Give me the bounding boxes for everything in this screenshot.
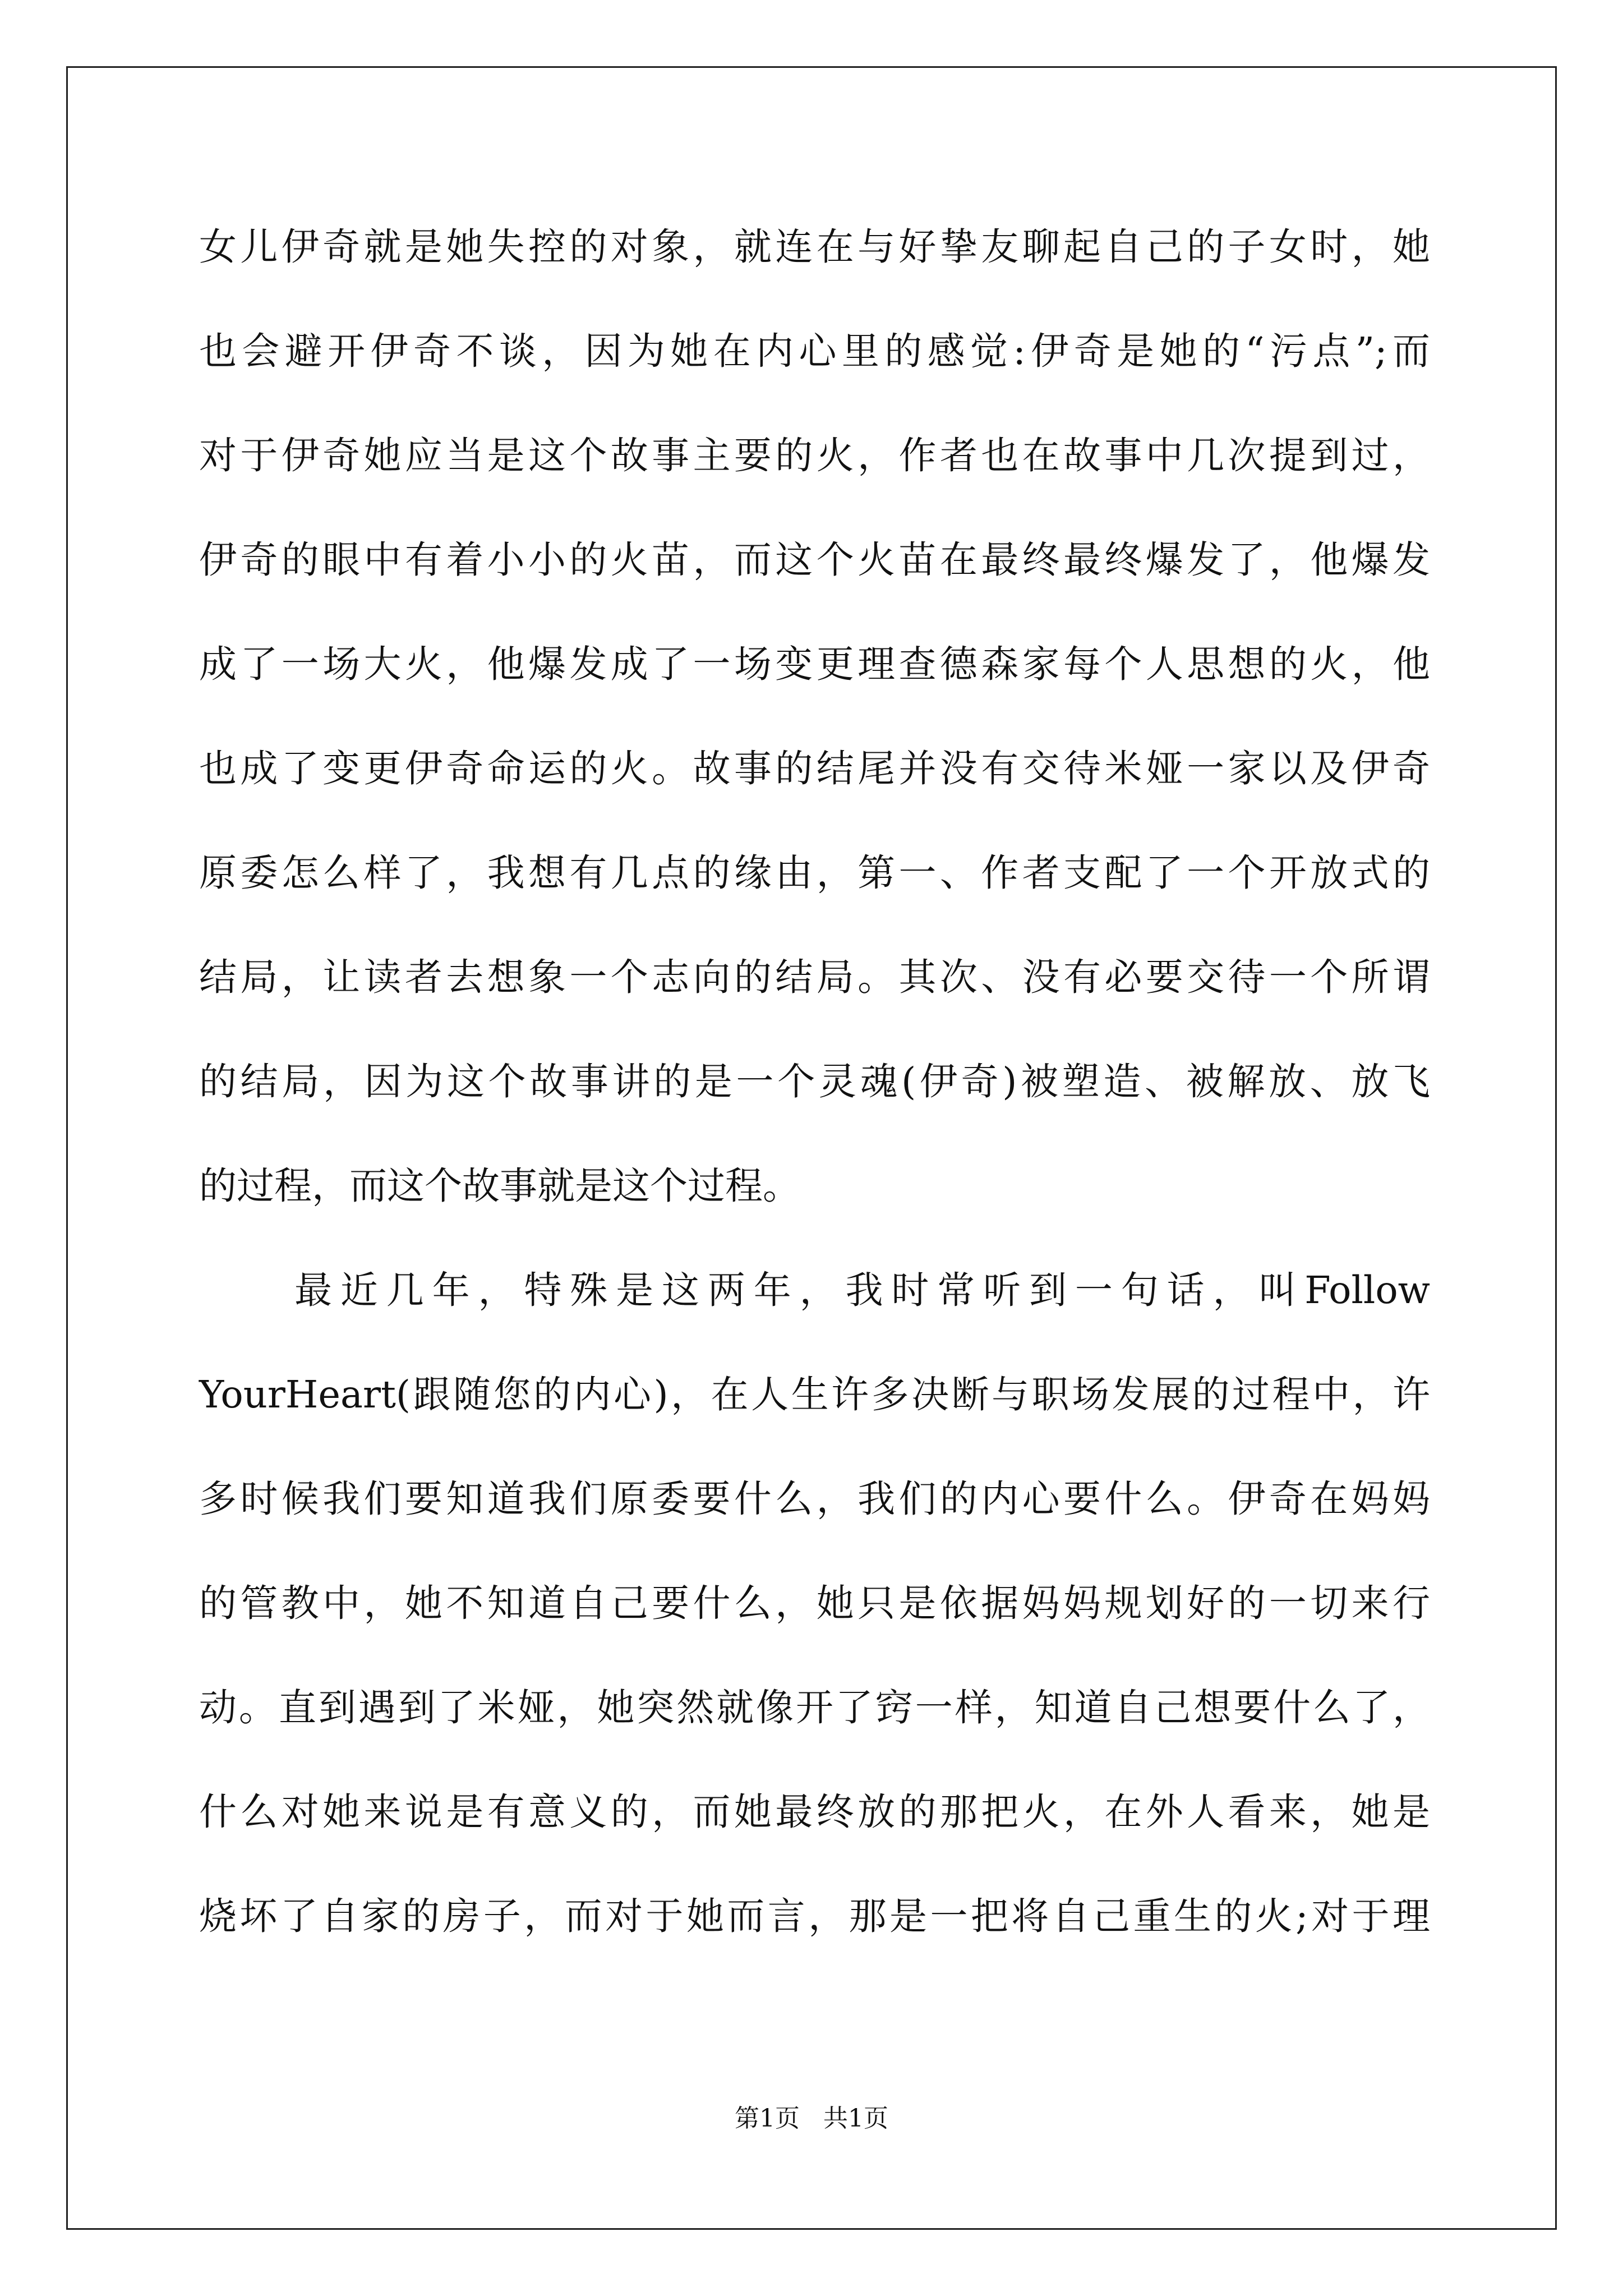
text-line: 原委怎么样了，我想有几点的缘由，第一、作者支配了一个开放式的 [199, 851, 1430, 895]
text-line: 女儿伊奇就是她失控的对象，就连在与好挚友聊起自己的子女时，她 [199, 225, 1430, 269]
text-line: YourHeart(跟随您的内心)，在人生许多决断与职场发展的过程中，许 [199, 1373, 1430, 1416]
text-line: 多时候我们要知道我们原委要什么，我们的内心要什么。伊奇在妈妈 [199, 1477, 1430, 1521]
text-line: 也会避开伊奇不谈，因为她在内心里的感觉:伊奇是她的“污点”;而 [199, 329, 1430, 373]
text-line: 的结局，因为这个故事讲的是一个灵魂(伊奇)被塑造、被解放、放飞 [199, 1060, 1430, 1103]
text-line: 也成了变更伊奇命运的火。故事的结尾并没有交待米娅一家以及伊奇 [199, 747, 1430, 790]
text-line: 伊奇的眼中有着小小的火苗，而这个火苗在最终最终爆发了，他爆发 [199, 538, 1430, 582]
text-line: 动。直到遇到了米娅，她突然就像开了窍一样，知道自己想要什么了， [199, 1686, 1430, 1729]
text-line: 烧坏了自家的房子，而对于她而言，那是一把将自己重生的火;对于理 [199, 1894, 1430, 1938]
text-line: 什么对她来说是有意义的，而她最终放的那把火，在外人看来，她是 [199, 1790, 1430, 1834]
text-line: 成了一场大火，他爆发成了一场变更理查德森家每个人思想的火，他 [199, 642, 1430, 686]
text-line: 的管教中，她不知道自己要什么，她只是依据妈妈规划好的一切来行 [199, 1581, 1430, 1625]
text-line: 结局，让读者去想象一个志向的结局。其次、没有必要交待一个所谓 [199, 955, 1430, 999]
text-line: 对于伊奇她应当是这个故事主要的火，作者也在故事中几次提到过， [199, 434, 1430, 477]
text-line: 最近几年，特殊是这两年，我时常听到一句话，叫Follow [294, 1268, 1430, 1312]
text-line: 的过程，而这个故事就是这个过程。 [199, 1164, 800, 1208]
page-footer: 第1页 共1页 [735, 2104, 888, 2133]
